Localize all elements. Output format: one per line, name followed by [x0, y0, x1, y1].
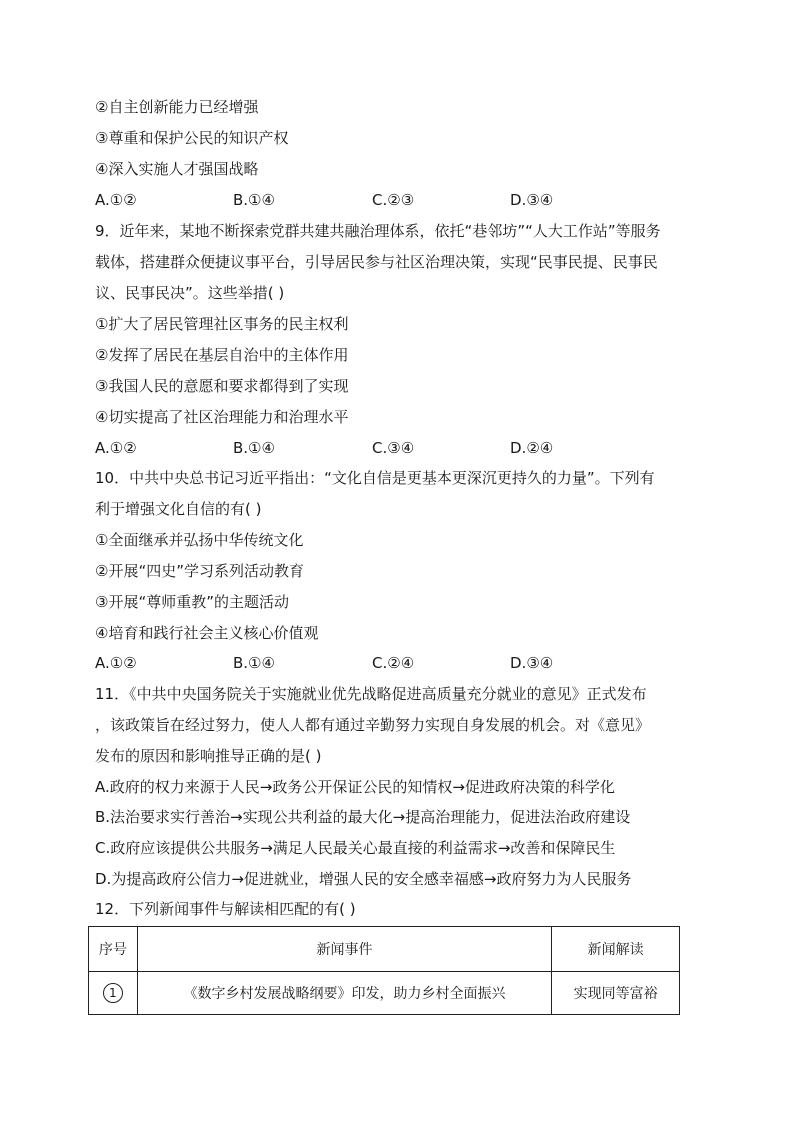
q10-statement-4: ④培育和践行社会主义核心价值观 — [95, 624, 319, 642]
choice-a: A.①② — [95, 191, 137, 209]
table-row — [89, 972, 680, 1015]
choice-b: B.①④ — [233, 191, 275, 209]
q12-stem: 12．下列新闻事件与解读相匹配的有( ) — [95, 900, 356, 918]
header-index: 序号 — [89, 927, 138, 972]
choice-a: A.①② — [95, 654, 137, 672]
q10-stem-line-1: 10．中共中央总书记习近平指出：“文化自信是更基本更深沉更持久的力量”。下列有 — [95, 469, 655, 487]
row-interpretation-cell: 实现同等富裕 — [552, 972, 680, 1015]
q9-answer-choices — [95, 438, 715, 458]
choice-d: D.③④ — [510, 654, 554, 672]
q11-stem-line-2: ，该政策旨在经过努力，使人人都有通过辛勤努力实现自身发展的机会。对《意见》 — [95, 716, 651, 734]
q11-choice-c: C.政府应该提供公共服务→满足人民最关心最直接的利益需求→改善和保障民生 — [95, 839, 616, 857]
q9-stem-line-1: 9．近年来，某地不断探索党群共建共融治理体系，依托“巷邻坊”“人大工作站”等服务 — [95, 222, 661, 240]
row-index-cell — [89, 972, 138, 1015]
q8-answer-choices — [95, 190, 715, 210]
choice-c: C.②④ — [372, 654, 415, 672]
table-header-row — [89, 927, 680, 972]
choice-b: B.①④ — [233, 439, 275, 457]
q9-statement-2: ②发挥了居民在基层自治中的主体作用 — [95, 346, 349, 364]
q10-statement-1: ①全面继承并弘扬中华传统文化 — [95, 531, 304, 549]
q11-choice-d: D.为提高政府公信力→促进就业，增强人民的安全感幸福感→政府努力为人民服务 — [95, 870, 632, 888]
header-interpretation: 新闻解读 — [552, 927, 680, 972]
q10-answer-choices — [95, 653, 715, 673]
q11-stem-line-3: 发布的原因和影响推导正确的是( ) — [95, 747, 322, 765]
choice-c: C.③④ — [372, 439, 415, 457]
row-event-cell: 《数字乡村发展战略纲要》印发，助力乡村全面振兴 — [137, 972, 552, 1015]
q9-stem-line-2: 载体，搭建群众便捷议事平台，引导居民参与社区治理决策，实现“民事民提、民事民 — [95, 253, 658, 271]
q11-stem-line-1: 11．《中共中央国务院关于实施就业优先战略促进高质量充分就业的意见》正式发布 — [95, 685, 647, 703]
choice-c: C.②③ — [372, 191, 415, 209]
row-number-badge: 1 — [103, 983, 123, 1003]
q8-option-statement-3: ③尊重和保护公民的知识产权 — [95, 129, 289, 147]
q8-option-statement-4: ④深入实施人才强国战略 — [95, 160, 259, 178]
choice-a: A.①② — [95, 439, 137, 457]
q9-stem-line-3: 议、民事民决”。这些举措( ) — [95, 284, 285, 302]
choice-d: D.②④ — [510, 439, 554, 457]
q9-statement-4: ④切实提高了社区治理能力和治理水平 — [95, 408, 349, 426]
choice-b: B.①④ — [233, 654, 275, 672]
header-event: 新闻事件 — [137, 927, 552, 972]
q9-statement-1: ①扩大了居民管理社区事务的民主权利 — [95, 315, 349, 333]
choice-d: D.③④ — [510, 191, 554, 209]
q11-choice-a: A.政府的权力来源于人民→政务公开保证公民的知情权→促进政府决策的科学化 — [95, 778, 615, 796]
news-table — [88, 926, 680, 1015]
q11-choice-b: B.法治要求实行善治→实现公共利益的最大化→提高治理能力，促进法治政府建设 — [95, 808, 631, 826]
q8-option-statement-2: ②自主创新能力已经增强 — [95, 98, 259, 116]
q9-statement-3: ③我国人民的意愿和要求都得到了实现 — [95, 377, 349, 395]
q10-statement-3: ③开展“尊师重教”的主题活动 — [95, 593, 289, 611]
q10-statement-2: ②开展“四史”学习系列活动教育 — [95, 562, 304, 580]
q10-stem-line-2: 利于增强文化自信的有( ) — [95, 500, 262, 518]
